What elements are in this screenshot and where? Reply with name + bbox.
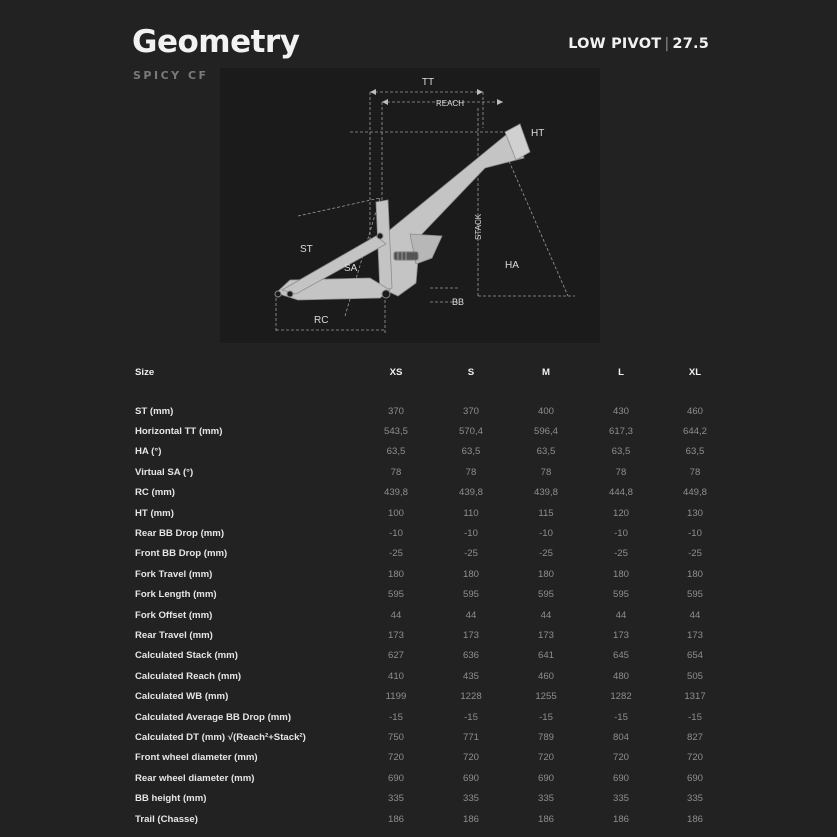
cell-value: 180: [462, 568, 479, 580]
table-row: [132, 748, 732, 768]
cell-value: 690: [387, 772, 404, 784]
row-label: Calculated DT (mm) √(Reach²+Stack²): [135, 731, 306, 743]
row-label: ST (mm): [135, 405, 174, 417]
cell-value: 78: [540, 466, 552, 478]
cell-value: 335: [537, 793, 554, 805]
table-row: [132, 523, 732, 543]
cell-value: 130: [686, 507, 703, 519]
cell-value: 720: [387, 752, 404, 764]
size-col-xs: XS: [389, 366, 403, 378]
bb-label: BB: [452, 297, 465, 307]
table-row: [132, 666, 732, 686]
cell-value: 186: [686, 813, 703, 825]
table-row: [132, 401, 732, 421]
cell-value: 505: [686, 670, 703, 682]
cell-value: 595: [686, 589, 703, 601]
cell-value: 543,5: [383, 426, 408, 438]
row-label: Fork Length (mm): [135, 589, 217, 601]
table-row: [132, 442, 732, 462]
table-row: [132, 544, 732, 564]
size-col-m: M: [542, 366, 550, 378]
rc-label: RC: [314, 315, 329, 326]
cell-value: 641: [537, 650, 554, 662]
cell-value: 180: [686, 568, 703, 580]
cell-value: 596,4: [533, 426, 558, 438]
ha-label: HA: [505, 260, 519, 271]
row-label: Rear wheel diameter (mm): [135, 772, 255, 784]
cell-value: 449,8: [682, 487, 707, 499]
cell-value: -15: [464, 711, 478, 723]
table-header-row: [132, 361, 732, 383]
cell-value: 78: [465, 466, 477, 478]
cell-value: 63,5: [386, 446, 406, 458]
cell-value: 335: [462, 793, 479, 805]
cell-value: 690: [686, 772, 703, 784]
row-label: Rear Travel (mm): [135, 629, 213, 641]
row-label: Front BB Drop (mm): [135, 548, 228, 560]
cell-value: -10: [614, 528, 628, 540]
cell-value: 435: [462, 670, 479, 682]
size-header: Size: [135, 366, 155, 378]
cell-value: 690: [537, 772, 554, 784]
cell-value: 460: [537, 670, 554, 682]
cell-value: 1255: [535, 691, 557, 703]
cell-value: 186: [462, 813, 479, 825]
rear-shock: [394, 252, 418, 260]
cell-value: 439,8: [533, 487, 558, 499]
cell-value: -10: [688, 528, 702, 540]
row-label: Fork Travel (mm): [135, 568, 213, 580]
table-row: [132, 788, 732, 808]
row-label: HA (°): [135, 446, 162, 458]
cell-value: 110: [463, 507, 479, 519]
badge-separator: |: [664, 36, 670, 52]
row-label: Virtual SA (°): [135, 466, 194, 478]
table-spacer: [132, 383, 732, 401]
row-label: Front wheel diameter (mm): [135, 752, 258, 764]
cell-value: 1317: [684, 691, 706, 703]
sa-label: SA: [344, 263, 358, 274]
cell-value: 480: [612, 670, 629, 682]
model-name: SPICY CF: [133, 69, 209, 82]
cell-value: 430: [612, 405, 629, 417]
cell-value: 186: [387, 813, 404, 825]
cell-value: 804: [612, 731, 629, 743]
cell-value: 180: [537, 568, 554, 580]
cell-value: 78: [689, 466, 701, 478]
cell-value: 186: [537, 813, 554, 825]
cell-value: 120: [612, 507, 629, 519]
row-label: HT (mm): [135, 507, 174, 519]
cell-value: 173: [387, 629, 404, 641]
cell-value: 789: [537, 731, 554, 743]
cell-value: 400: [537, 405, 554, 417]
cell-value: 115: [538, 507, 554, 519]
cell-value: -10: [539, 528, 553, 540]
bike-frame: [276, 124, 530, 300]
cell-value: 173: [537, 629, 554, 641]
table-row: [132, 564, 732, 584]
geometry-diagram: [220, 68, 600, 343]
table-row: [132, 809, 732, 829]
cell-value: 410: [387, 670, 404, 682]
cell-value: 1228: [460, 691, 482, 703]
suspension-type: LOW PIVOT: [568, 36, 662, 52]
cell-value: 44: [390, 609, 402, 621]
table-row: [132, 462, 732, 482]
row-label: Rear BB Drop (mm): [135, 528, 225, 540]
cell-value: 570,4: [458, 426, 483, 438]
cell-value: 439,8: [458, 487, 483, 499]
cell-value: -10: [389, 528, 403, 540]
cell-value: 63,5: [461, 446, 481, 458]
cell-value: 370: [387, 405, 404, 417]
frame-drawing: [220, 68, 600, 343]
row-label: BB height (mm): [135, 793, 207, 805]
cell-value: -15: [539, 711, 553, 723]
cell-value: 44: [465, 609, 477, 621]
cell-value: 180: [612, 568, 629, 580]
cell-value: 720: [462, 752, 479, 764]
cell-value: 1282: [610, 691, 632, 703]
table-row: [132, 768, 732, 788]
stack-label: STACK: [474, 213, 483, 240]
size-col-s: S: [467, 366, 475, 378]
cell-value: -15: [688, 711, 702, 723]
cell-value: 78: [615, 466, 627, 478]
cell-value: -25: [389, 548, 403, 560]
cell-value: 100: [387, 507, 404, 519]
wheel-size: 27.5: [672, 36, 709, 52]
cell-value: 335: [612, 793, 629, 805]
cell-value: 750: [387, 731, 404, 743]
cell-value: 180: [387, 568, 404, 580]
cell-value: -10: [464, 528, 478, 540]
cell-value: 186: [612, 813, 629, 825]
table-row: [132, 727, 732, 747]
table-row: [132, 585, 732, 605]
table-row: [132, 686, 732, 706]
cell-value: 617,3: [608, 426, 633, 438]
size-col-xl: XL: [688, 366, 702, 378]
cell-value: -25: [464, 548, 478, 560]
cell-value: 690: [612, 772, 629, 784]
row-label: Calculated Reach (mm): [135, 670, 242, 682]
cell-value: 654: [686, 650, 703, 662]
cell-value: -15: [389, 711, 403, 723]
cell-value: 63,5: [536, 446, 556, 458]
st-label: ST: [300, 244, 313, 255]
cell-value: 335: [387, 793, 404, 805]
cell-value: 636: [462, 650, 479, 662]
page-title: Geometry: [132, 24, 300, 60]
row-label: Calculated WB (mm): [135, 691, 229, 703]
cell-value: 173: [612, 629, 629, 641]
cell-value: -25: [688, 548, 702, 560]
row-label: Calculated Stack (mm): [135, 650, 238, 662]
cell-value: 63,5: [611, 446, 631, 458]
cell-value: 827: [686, 731, 703, 743]
row-label: Calculated Average BB Drop (mm): [135, 711, 292, 723]
cell-value: 44: [689, 609, 701, 621]
cell-value: 690: [462, 772, 479, 784]
table-row: [132, 421, 732, 441]
cell-value: 644,2: [682, 426, 707, 438]
row-label: RC (mm): [135, 487, 175, 499]
cell-value: 173: [686, 629, 703, 641]
table-row: [132, 605, 732, 625]
row-label: Fork Offset (mm): [135, 609, 213, 621]
geometry-table: [132, 361, 732, 829]
cell-value: 460: [686, 405, 703, 417]
table-row: [132, 707, 732, 727]
cell-value: 720: [537, 752, 554, 764]
cell-value: -15: [614, 711, 628, 723]
cell-value: 370: [462, 405, 479, 417]
cell-value: 335: [686, 793, 703, 805]
cell-value: 44: [540, 609, 552, 621]
cell-value: 720: [686, 752, 703, 764]
cell-value: 720: [612, 752, 629, 764]
reach-label: REACH: [435, 99, 465, 108]
cell-value: 645: [612, 650, 629, 662]
cell-value: -25: [614, 548, 628, 560]
cell-value: 78: [390, 466, 402, 478]
table-row: [132, 503, 732, 523]
table-row: [132, 625, 732, 645]
cell-value: 444,8: [608, 487, 633, 499]
size-col-l: L: [618, 366, 624, 378]
table-row: [132, 483, 732, 503]
cell-value: 439,8: [383, 487, 408, 499]
cell-value: 595: [387, 589, 404, 601]
table-row: [132, 646, 732, 666]
cell-value: 173: [462, 629, 479, 641]
cell-value: 595: [537, 589, 554, 601]
row-label: Horizontal TT (mm): [135, 426, 223, 438]
row-label: Trail (Chasse): [135, 813, 198, 825]
cell-value: 595: [462, 589, 479, 601]
cell-value: 44: [615, 609, 627, 621]
ht-label: HT: [531, 128, 545, 139]
cell-value: 595: [612, 589, 629, 601]
cell-value: 771: [462, 731, 479, 743]
spec-badge: [568, 36, 709, 52]
cell-value: 627: [387, 650, 404, 662]
tt-label: TT: [421, 77, 435, 88]
cell-value: -25: [539, 548, 553, 560]
cell-value: 1199: [385, 691, 407, 703]
cell-value: 63,5: [685, 446, 705, 458]
